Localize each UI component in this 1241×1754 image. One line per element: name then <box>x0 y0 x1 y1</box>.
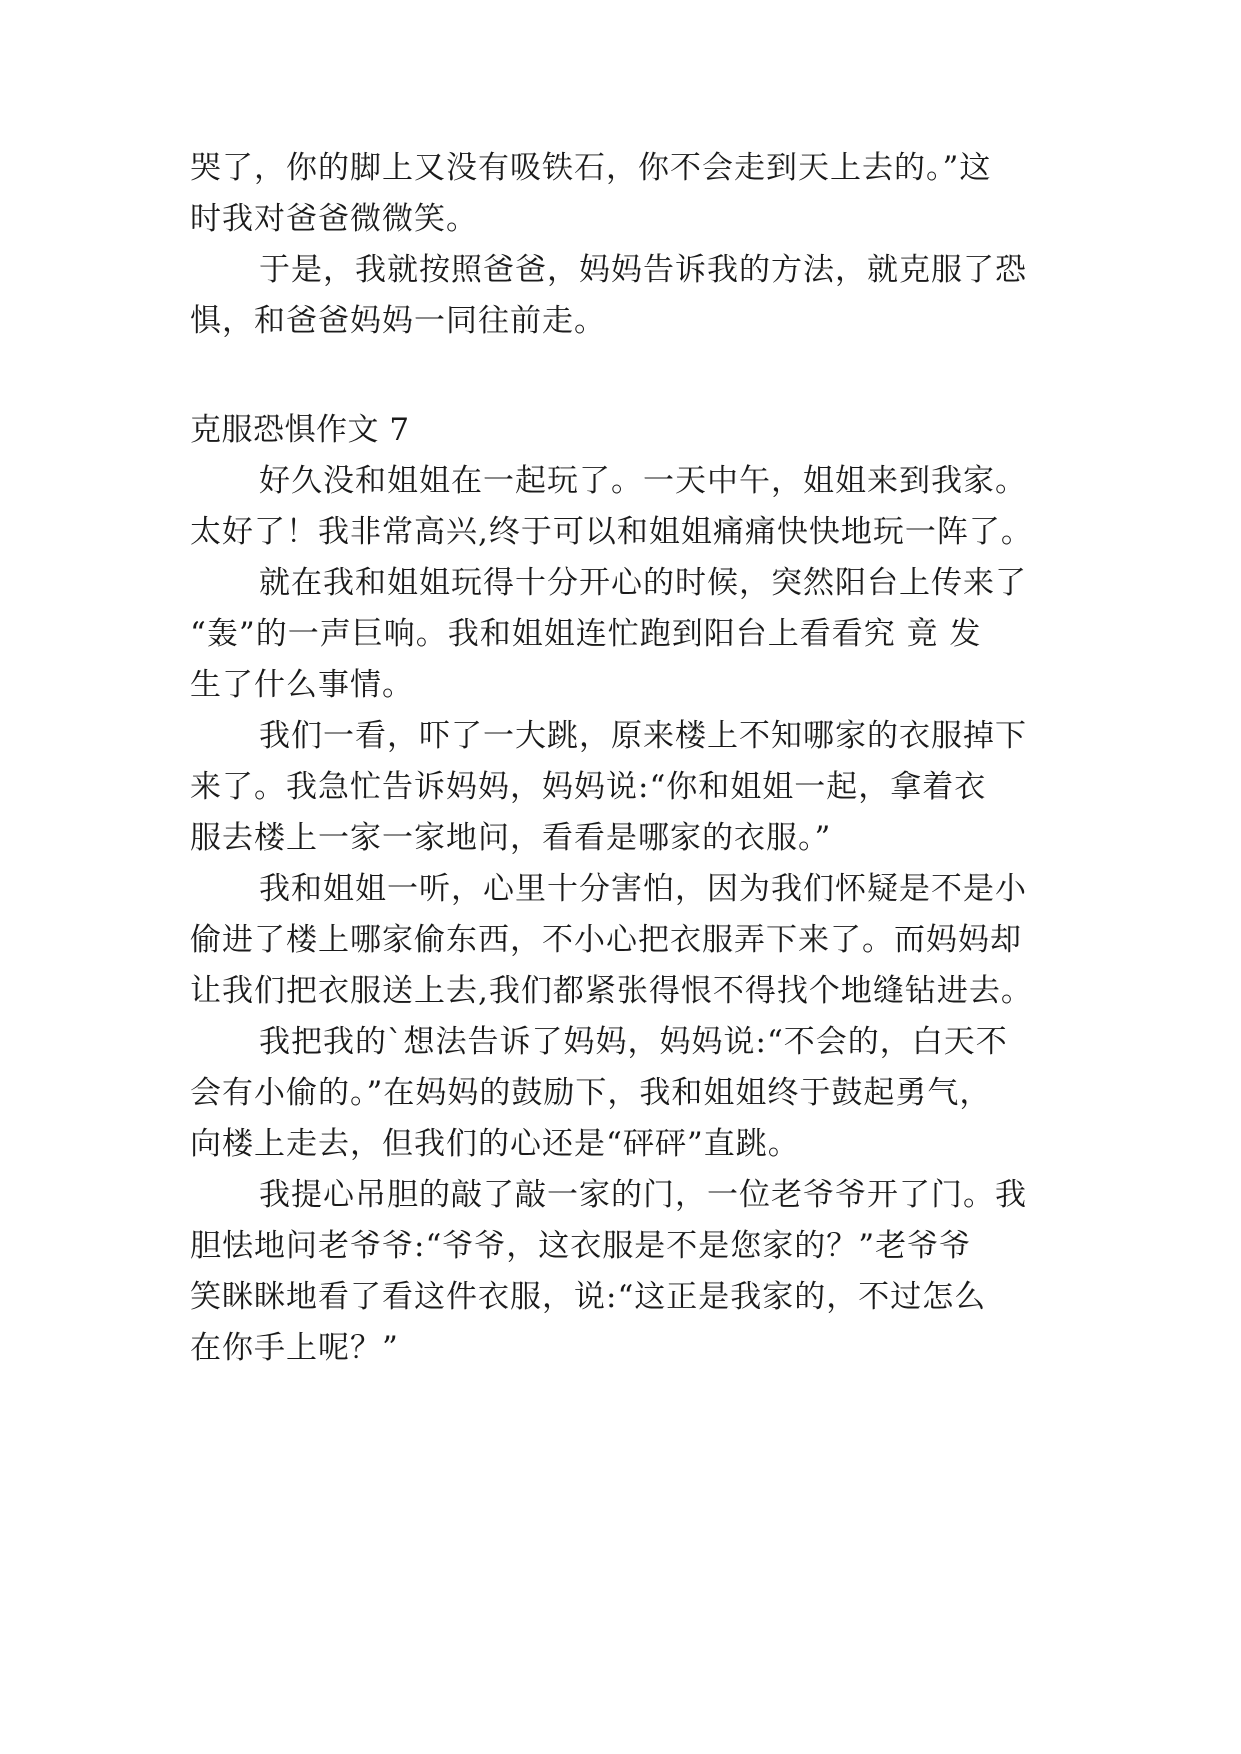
text-line: 生了什么事情。 <box>190 667 414 703</box>
text-line: 太好了！我非常高兴,终于可以和姐姐痛痛快快地玩一阵了。 <box>190 514 1033 550</box>
text-line: “轰”的一声巨响。我和姐姐连忙跑到阳台上看看究 竟 发 <box>190 616 982 652</box>
text-line: 好久没和姐姐在一起玩了。一天中午，姐姐来到我家。 <box>259 463 1027 499</box>
text-line: 偷进了楼上哪家偷东西，不小心把衣服弄下来了。而妈妈却 <box>190 922 1022 958</box>
text-line: 我们一看，吓了一大跳，原来楼上不知哪家的衣服掉下 <box>259 718 1027 754</box>
text-line: 于是，我就按照爸爸，妈妈告诉我的方法，就克服了恐 <box>259 252 1027 288</box>
text-line: 来了。我急忙告诉妈妈，妈妈说:“你和姐姐一起，拿着衣 <box>190 769 987 805</box>
text-line: 笑眯眯地看了看这件衣服，说:“这正是我家的，不过怎么 <box>190 1279 987 1315</box>
text-line: 向楼上走去，但我们的心还是“砰砰”直跳。 <box>190 1126 800 1162</box>
text-line: 让我们把衣服送上去,我们都紧张得恨不得找个地缝钻进去。 <box>190 973 1033 1009</box>
text-line: 会有小偷的。”在妈妈的鼓励下，我和姐姐终于鼓起勇气， <box>190 1075 992 1111</box>
text-line: 惧，和爸爸妈妈一同往前走。 <box>190 303 606 339</box>
text-line: 就在我和姐姐玩得十分开心的时候，突然阳台上传来了 <box>259 565 1027 601</box>
text-line: 我把我的`想法告诉了妈妈，妈妈说:“不会的，白天不 <box>259 1024 1008 1060</box>
text-line: 胆怯地问老爷爷:“爷爷，这衣服是不是您家的？”老爷爷 <box>190 1228 972 1264</box>
text-line: 我提心吊胆的敲了敲一家的门，一位老爷爷开了门。我 <box>259 1177 1027 1213</box>
text-line: 时我对爸爸微微笑。 <box>190 201 478 237</box>
text-line: 哭了，你的脚上又没有吸铁石，你不会走到天上去的。”这 <box>190 150 992 186</box>
text-line: 服去楼上一家一家地问，看看是哪家的衣服。” <box>190 820 832 856</box>
section-heading: 克服恐惧作文 7 <box>190 412 410 448</box>
text-line: 我和姐姐一听，心里十分害怕，因为我们怀疑是不是小 <box>259 871 1027 907</box>
text-line: 在你手上呢？” <box>190 1330 399 1366</box>
